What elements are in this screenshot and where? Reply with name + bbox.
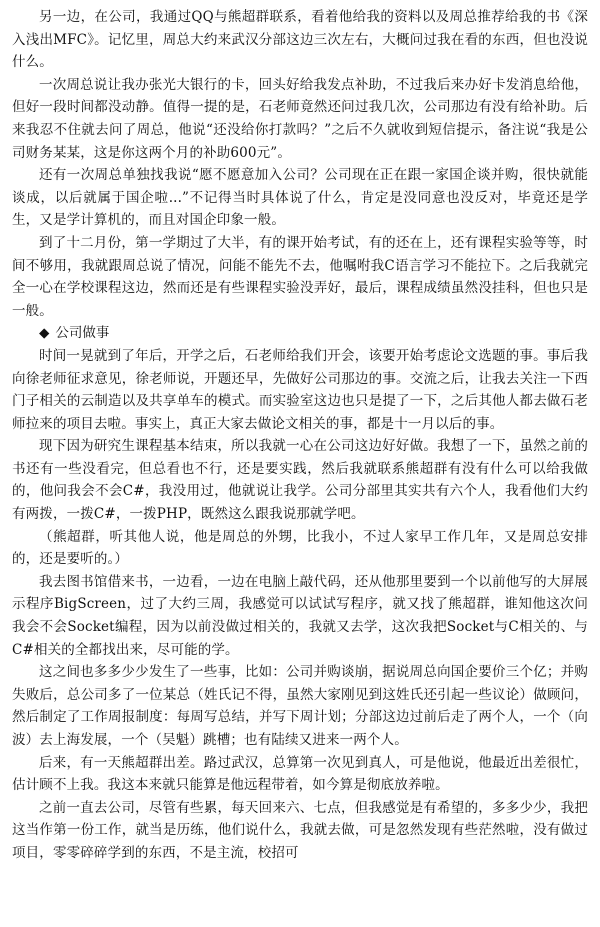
paragraph-3: 还有一次周总单独找我说“愿不愿意加入公司？公司现在正在跟一家国企谈并购，很快就能谈成，以后就属于国企啦...”不记得当时具体说了什么，肯定是没同意也没反对，毕竟还是学生，又是学计算机的，而且对国企印象一般。: [12, 167, 588, 229]
section-heading: [12, 322, 588, 345]
paragraph-11: 之前一直去公司，尽管有些累，每天回来六、七点，但我感觉是有希望的，多多少少，我把这当作第一份工作，就当是历练，他们说什么，我就去做，可是忽然发现有些茫然啦，没有做过项目，零零碎碎学到的东西，不是主流，校招可: [12, 799, 588, 861]
paragraph-5: 时间一晃就到了年后，开学之后，石老师给我们开会，该要开始考虑论文选题的事。事后我向徐老师征求意见，徐老师说，开题还早，先做好公司那边的事。交流之后，让我去关注一下西门子相关的云制造以及共享单车的模式。而实验室这边也只是提了一下，之后其他人都去做石老师拉来的项目去啦。事实上，真正大家去做论文相关的事，都是十一月以后的事。: [12, 347, 588, 432]
paragraph-2: 一次周总说让我办张光大银行的卡，回头好给我发点补助，不过我后来办好卡发消息给他，但好一段时间都没动静。值得一提的是，石老师竟然还问过我几次，公司那边有没有给补助。后来我忍不住就去问了周总，他说“还没给你打款吗？”之后不久就收到短信提示，备注说“我是公司财务某某，这是你这两个月的补助600元”。: [12, 76, 588, 161]
paragraph-8: 我去图书馆借来书，一边看，一边在电脑上敲代码，还从他那里要到一个以前他写的大屏展示程序BigScreen，过了大约三周，我感觉可以试试写程序，就又找了熊超群，谁知他这次问我会不会Socket编程，因为以前没做过相关的，我就又去学，这次我把Socket与C相关的、与C#相关的全都找出来，尽可能的学。: [12, 573, 588, 658]
paragraph-6: 现下因为研究生课程基本结束，所以我就一心在公司这边好好做。我想了一下，虽然之前的书还有一些没看完，但总看也不行，还是要实践，然后我就联系熊超群有没有什么可以给我做的，他问我会不会C#，我没用过，他就说让我学。公司分部里其实共有六个人，我看他们大约有两拨，一拨C#，一拨PHP，既然这么跟我说那就学吧。: [12, 438, 588, 523]
diamond-bullet-icon: ◆: [39, 325, 50, 342]
paragraph-4: 到了十二月份，第一学期过了大半，有的课开始考试，有的还在上，还有课程实验等等，时间不够用，我就跟周总说了情况，问能不能先不去，他嘱咐我C语言学习不能拉下。之后我就完全一心在学校课程这边，然而还是有些课程实验没弄好，最后，课程成绩虽然没挂科，但也只是一般。: [12, 234, 588, 319]
paragraph-7: （熊超群，听其他人说，他是周总的外甥，比我小，不过人家早工作几年，又是周总安排的，还是要听的。）: [12, 528, 588, 568]
paragraph-9: 这之间也多多少少发生了一些事，比如：公司并购谈崩，据说周总向国企要价三个亿；并购失败后，总公司多了一位某总（姓氏记不得，虽然大家刚见到这姓氏还引起一些议论）做顾问，然后制定了工作周报制度：每周写总结，并写下周计划；分部这边过前后走了两个人，一个（向波）去上海发展，一个（吴魁）跳槽；也有陆续又进来一两个人。: [12, 664, 588, 748]
section-heading-text: 公司做事: [55, 325, 110, 342]
paragraph-10: 后来，有一天熊超群出差。路过武汉，总算第一次见到真人，可是他说，他最近出差很忙，估计顾不上我。我这本来就只能算是他远程带着，如今算是彻底放养啦。: [12, 754, 588, 794]
paragraph-1: 另一边，在公司，我通过QQ与熊超群联系，看着他给我的资料以及周总推荐给我的书《深入浅出MFC》。记忆里，周总大约来武汉分部这边三次左右，大概问过我在看的东西，但也没说什么。: [12, 9, 588, 71]
